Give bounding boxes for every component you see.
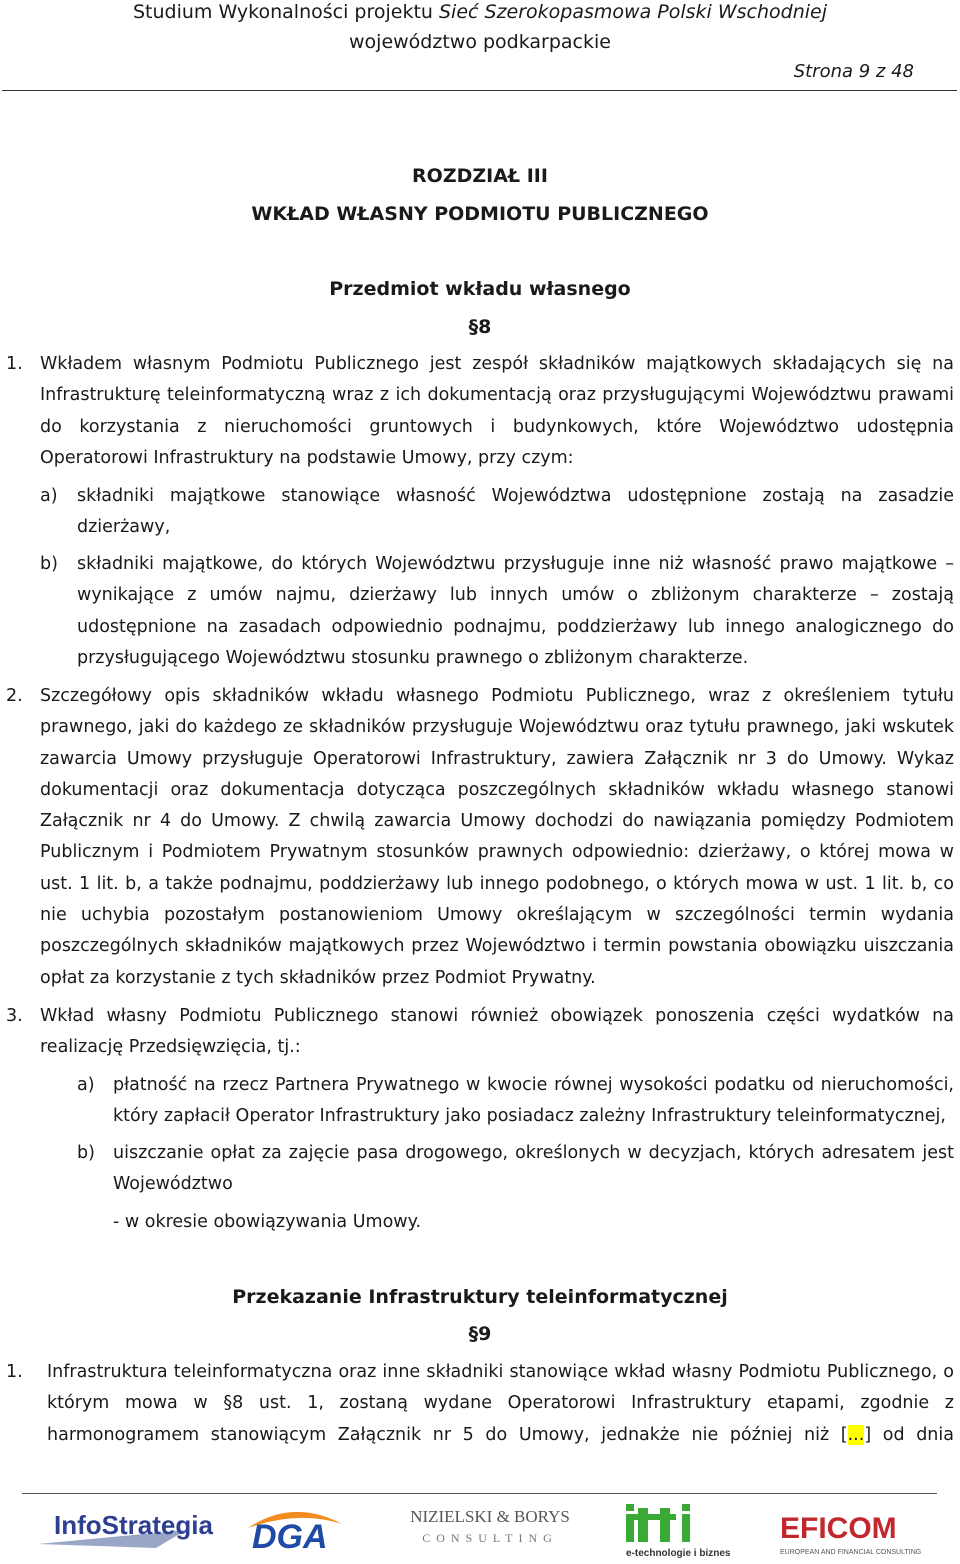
section-mark: §9 <box>468 1323 492 1345</box>
list-label: a) <box>40 486 58 506</box>
list-label: b) <box>77 1143 95 1163</box>
page-number: Strona 9 z 48 <box>793 61 914 82</box>
paragraph: Infrastruktura teleinformatyczna oraz inne składniki stanowiące wkład własny Podmiotu Publicznego, o którym mowa w §8 ust. 1, zostaną wydane Operatorowi Infrastruktury etapami, zgodnie z harmonogramem stanowiącym Załącznik nr 5 do Umowy, jednakże nie później niż [...] od dnia <box>47 1362 954 1445</box>
infostrategia-logo <box>36 1500 213 1556</box>
page-header <box>0 0 960 92</box>
logo-subtext: e-technologie i biznes <box>626 1548 731 1559</box>
list-label: b) <box>40 554 58 574</box>
eficom-logo <box>780 1500 920 1556</box>
logo-text: DGA <box>252 1518 328 1556</box>
chapter-number: ROZDZIAŁ III <box>412 165 548 187</box>
project-name: Sieć Szerokopasmowa Polski Wschodniej <box>439 1 827 23</box>
document-title: Studium Wykonalności projektu Sieć Szerokopasmowa Polski Wschodniej <box>132 1 827 23</box>
logo-subtext: CONSULTING <box>422 1531 558 1545</box>
page-footer <box>0 1488 960 1563</box>
paragraph: Wkładem własnym Podmiotu Publicznego jest zespół składników majątkowych składających się na Infrastrukturę teleinformatyczną wraz z ich dokumentacją oraz przysługującymi Województwu prawami do korzystania z nieruchomości gruntowych i budynkowych, które Województwo udostępnia Operatorowi Infrastruktury na podstawie Umowy, przy czym: <box>40 354 954 468</box>
paragraph-number: 1. <box>6 1362 23 1382</box>
paragraph: Wkład własny Podmiotu Publicznego stanowi również obowiązek ponoszenia części wydatków na realizację Przedsięwzięcia, tj.: <box>40 1006 954 1058</box>
list-tail: - w okresie obowiązywania Umowy. <box>113 1212 422 1232</box>
region: województwo podkarpackie <box>349 31 611 53</box>
paragraph-number: 1. <box>6 354 23 374</box>
section-heading: Przedmiot wkładu własnego <box>329 278 631 300</box>
nizielski-borys-logo <box>410 1500 570 1556</box>
placeholder-highlight: ... <box>847 1424 865 1445</box>
logo-subtext: EUROPEAN AND FINANCIAL CONSULTING <box>780 1549 922 1556</box>
header-divider <box>2 90 957 91</box>
itti-logo <box>622 1500 742 1559</box>
paragraph: Szczegółowy opis składników wkładu własnego Podmiotu Publicznego, wraz z określeniem tytułu prawnego, jaki do każdego ze składników przysługuje Województwu oraz tytułu prawnego, jaki wskutek zawarcia Umowy przysługuje Operatorowi Infrastruktury, zawiera Załącznik nr 3 do Umowy. Wykaz dokumentacji oraz dokumentacja dotycząca poszczególnych składników wkładu własnego stanowi Załącznik nr 4 do Umowy. Z chwilą zawarcia Umowy dochodzi do nawiązania pomiędzy Podmiotem Publicznym i Podmiotem Prywatnym stosunków prawnych odpowiednio: dzierżawy, o której mowa w ust. 1 lit. b, a także podnajmu, poddzierżawy lub innego podobnego, o których mowa w ust. 1 lit. b, co nie uchybia pozostałym postanowieniom Umowy określającym w szczególności termin wydania poszczególnych składników majątkowych przez Województwo i termin powstania obowiązku uiszczania opłat za korzystanie z tych składników przez Podmiot Prywatny. <box>40 686 954 988</box>
section-mark: §8 <box>468 316 492 338</box>
logo-text: EFICOM <box>780 1512 897 1545</box>
list-item: uiszczanie opłat za zajęcie pasa drogowego, określonych w decyzjach, których adresatem jest Województwo <box>113 1143 954 1195</box>
footer-divider <box>22 1493 937 1494</box>
list-label: a) <box>77 1075 95 1095</box>
dga-logo <box>238 1500 348 1556</box>
logo-text: InfoStrategia <box>54 1510 213 1540</box>
chapter-title: WKŁAD WŁASNY PODMIOTU PUBLICZNEGO <box>251 203 709 225</box>
paragraph-number: 3. <box>6 1006 23 1026</box>
section-heading: Przekazanie Infrastruktury teleinformatycznej <box>232 1286 728 1308</box>
paragraph-number: 2. <box>6 686 23 706</box>
list-item: płatność na rzecz Partnera Prywatnego w kwocie równej wysokości podatku od nieruchomości, który zapłacił Operator Infrastruktury jako posiadacz zależny Infrastruktury teleinformatycznej, <box>113 1075 954 1127</box>
logo-text: NIZIELSKI & BORYS <box>410 1507 570 1526</box>
list-item: składniki majątkowe stanowiące własność Województwa udostępnione zostają na zasadzie dzierżawy, <box>77 486 954 538</box>
list-item: składniki majątkowe, do których Województwu przysługuje inne niż własność prawo majątkowe – wynikające z umów najmu, dzierżawy lub innych umów o zbliżonym charakterze – zostają udostępnione na zasadach odpowiednio podnajmu, poddzierżawy lub innego analogicznego do przysługującego Województwu stosunku prawnego o zbliżonym charakterze. <box>77 554 954 668</box>
